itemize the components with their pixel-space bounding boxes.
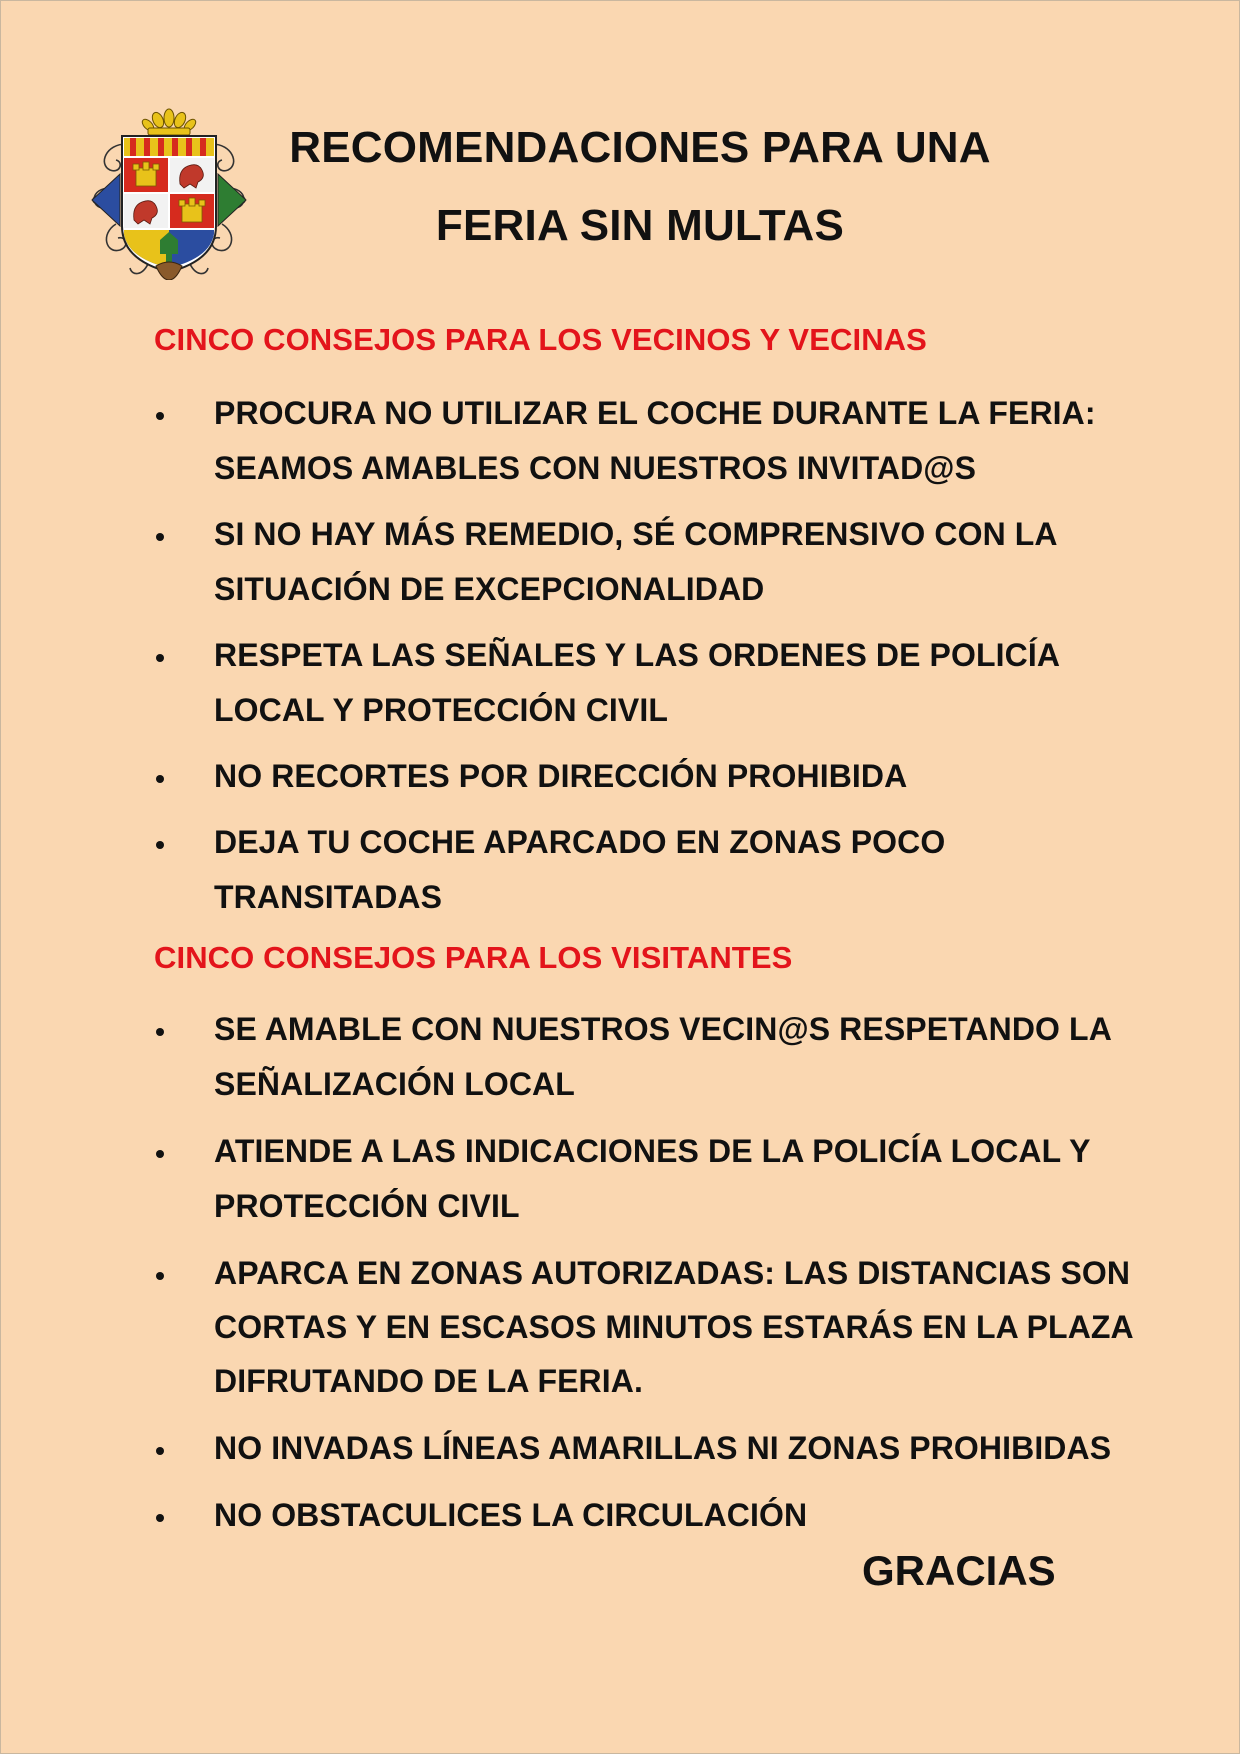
section-heading-visitantes: CINCO CONSEJOS PARA LOS VISITANTES [154, 940, 793, 975]
bullet-icon [156, 775, 164, 783]
bullet-icon [156, 841, 164, 849]
tip-text: NO RECORTES POR DIRECCIÓN PROHIBIDA [214, 758, 908, 794]
tip-text: APARCA EN ZONAS AUTORIZADAS: LAS DISTANCIAS SON CORTAS Y EN ESCASOS MINUTOS ESTARÁS EN LA PLAZA DIFRUTANDO DE LA FERIA. [214, 1255, 1133, 1399]
bullet-icon [156, 1272, 164, 1280]
page-title-line-1: RECOMENDACIONES PARA UNA [289, 123, 991, 172]
page-title-line-2: FERIA SIN MULTAS [435, 201, 845, 250]
bullet-icon [156, 1028, 164, 1036]
bullet-icon [156, 1514, 164, 1522]
tip-text: SI NO HAY MÁS REMEDIO, SÉ COMPRENSIVO CON LA SITUACIÓN DE EXCEPCIONALIDAD [214, 516, 1057, 607]
tip-text: PROCURA NO UTILIZAR EL COCHE DURANTE LA FERIA: SEAMOS AMABLES CON NUESTROS INVITAD@S [214, 395, 1096, 486]
tip-text: SE AMABLE CON NUESTROS VECIN@S RESPETANDO LA SEÑALIZACIÓN LOCAL [214, 1011, 1111, 1102]
tip-text: DEJA TU COCHE APARCADO EN ZONAS POCO TRANSITADAS [214, 824, 946, 915]
section-heading-vecinos: CINCO CONSEJOS PARA LOS VECINOS Y VECINAS [154, 322, 927, 357]
bullet-icon [156, 1447, 164, 1455]
bullet-icon [156, 654, 164, 662]
tip-text: NO OBSTACULICES LA CIRCULACIÓN [214, 1497, 808, 1533]
tip-text: RESPETA LAS SEÑALES Y LAS ORDENES DE POLICÍA LOCAL Y PROTECCIÓN CIVIL [214, 637, 1059, 728]
bullet-icon [156, 1150, 164, 1158]
bullet-icon [156, 412, 164, 420]
closing-text: GRACIAS [862, 1547, 1056, 1594]
tip-text: ATIENDE A LAS INDICACIONES DE LA POLICÍA LOCAL Y PROTECCIÓN CIVIL [214, 1133, 1090, 1224]
tip-text: NO INVADAS LÍNEAS AMARILLAS NI ZONAS PROHIBIDAS [214, 1430, 1112, 1466]
bullet-icon [156, 533, 164, 541]
